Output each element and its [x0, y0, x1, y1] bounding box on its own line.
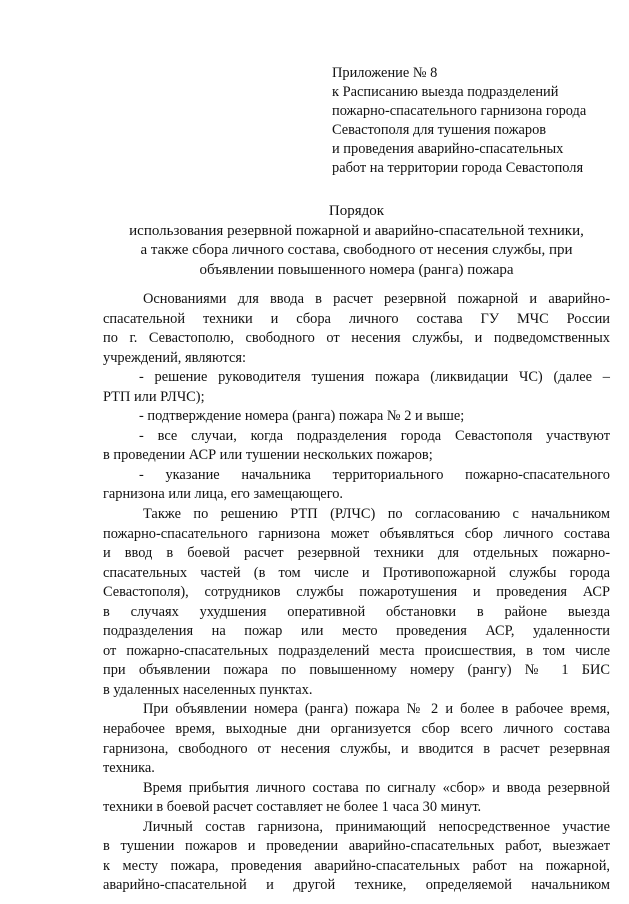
body-line: спасательной техники и сбора личного состава ГУ МЧС России [103, 310, 610, 327]
body-line: гарнизона, свободного от несения службы, и вводится в расчет резервная [103, 740, 610, 757]
body-line: Время прибытия личного состава по сигналу «сбор» и ввода резервной [143, 779, 610, 796]
body-line: нерабочее время, выходные дни организуется сбор всего личного состава [103, 721, 610, 738]
title-line: использования резервной пожарной и аварийно-спасательной техники, [129, 222, 584, 239]
appendix-line: работ на территории города Севастополя [332, 160, 584, 176]
body-line: Личный состав гарнизона, принимающий непосредственное участие [143, 818, 610, 835]
appendix-header [332, 64, 622, 178]
body-line: аварийно-спасательной и другой технике, определяемой начальником [103, 877, 610, 894]
body-line: в удаленных населенных пунктах. [103, 681, 313, 698]
body-line: гарнизона или лица, его замещающего. [103, 486, 344, 503]
document-body [103, 290, 610, 896]
body-line: по г. Севастополю, свободного от несения службы, и подведомственных [103, 330, 610, 347]
appendix-line: Приложение № 8 [332, 65, 438, 81]
body-line: - подтверждение номера (ранга) пожара № 2 и выше; [139, 408, 465, 425]
body-line: в тушении пожаров и проведении аварийно-спасательных работ, выезжает [103, 838, 610, 855]
title-line: объявлении повышенного номера (ранга) пожара [199, 261, 514, 278]
body-line: Основаниями для ввода в расчет резервной пожарной и аварийно- [143, 291, 610, 307]
body-line: при объявлении пожара по повышенному номеру (рангу) № 1 БИС [103, 662, 610, 679]
body-line: спасательных частей (в том числе и Противопожарной службы города [103, 564, 610, 581]
body-line: Также по решению РТП (РЛЧС) по согласованию с начальником [143, 506, 610, 523]
appendix-line: Севастополя для тушения пожаров [332, 122, 547, 138]
appendix-line: к Расписанию выезда подразделений [332, 84, 559, 100]
body-line: РТП или РЛЧС); [103, 388, 205, 405]
body-line: к месту пожара, проведения аварийно-спасательных работ на пожарной, [103, 857, 610, 874]
title-line: а также сбора личного состава, свободного от несения службы, при [140, 242, 573, 258]
body-line: техника. [103, 760, 155, 777]
body-line: в случаях ухудшения оперативной обстановки в районе выезда [103, 603, 610, 620]
body-line: техники в боевой расчет составляет не более 1 часа 30 минут. [103, 799, 482, 816]
body-line: в проведении АСР или тушении нескольких пожаров; [103, 447, 433, 464]
body-line: подразделения на пожар или место проведения АСР, удаленности [103, 623, 610, 640]
body-line: - указание начальника территориального пожарно-спасательного [139, 466, 610, 483]
title-heading: Порядок [328, 203, 385, 219]
appendix-line: и проведения аварийно-спасательных [332, 141, 564, 157]
body-line: - решение руководителя тушения пожара (ликвидации ЧС) (далее – [139, 369, 610, 386]
body-line: - все случаи, когда подразделения города Севастополя участвуют [139, 427, 610, 444]
body-line: пожарно-спасательного гарнизона может объявляться сбор личного состава [103, 525, 610, 542]
document-title [100, 202, 613, 280]
appendix-line: пожарно-спасательного гарнизона города [332, 103, 587, 119]
body-line: учреждений, являются: [103, 349, 247, 366]
body-line: Севастополя), сотрудников службы пожаротушения и проведения АСР [103, 584, 610, 601]
body-line: При объявлении номера (ранга) пожара № 2 и более в рабочее время, [143, 701, 610, 718]
body-line: и ввод в боевой расчет резервной техники для отдельных пожарно- [103, 545, 610, 562]
body-line: от пожарно-спасательных подразделений места происшествия, в том числе [103, 642, 610, 659]
